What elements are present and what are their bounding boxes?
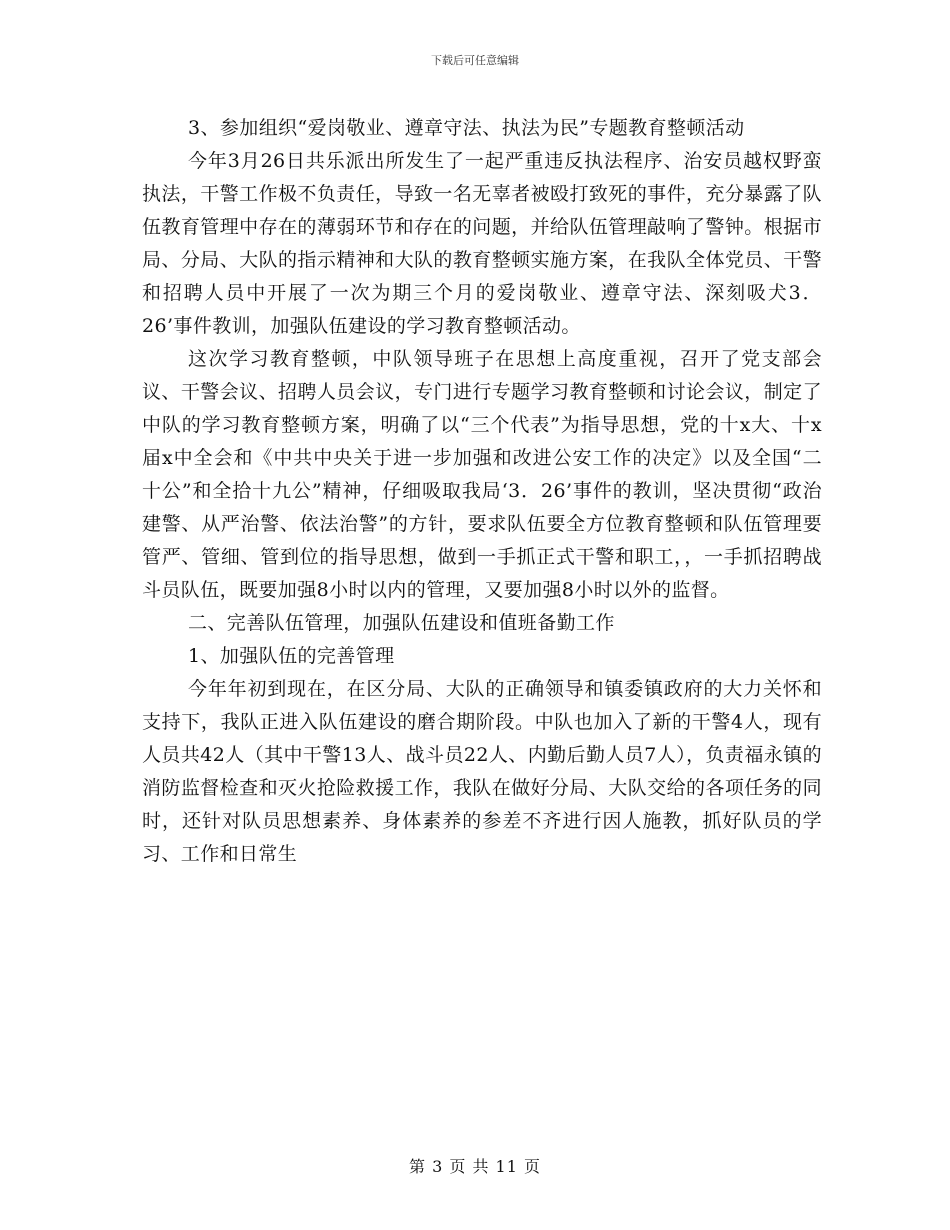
paragraph-team-management: 今年年初到现在，在区分局、大队的正确领导和镇委镇政府的大力关怀和支持下，我队正进入队伍建设的磨合期阶段。中队也加入了新的干警4人，现有人员共42人（其中干警13人、战斗员22人、内勤后勤人员7人），负责福永镇的消防监督检查和灭火抢险救援工作，我队在做好分局、大队交给的各项任务的同时，还针对队员思想素养、身体素养的参差不齐进行因人施教，抓好队员的学习、工作和日常生 xyxy=(142,678,822,865)
document-body xyxy=(142,112,822,871)
paragraph-incident: 今年3月26日共乐派出所发生了一起严重违反执法程序、治安员越权野蛮执法，干警工作极不负责任，导致一名无辜者被殴打致死的事件，充分暴露了队伍教育管理中存在的薄弱环节和存在的问题，并给队伍管理敲响了警钟。根据市局、分局、大队的指示精神和大队的教育整顿实施方案，在我队全体党员、干警和招聘人员中开展了一次为期三个月的爱岗敬业、遵章守法、深刻吸犬3．26’事件教训，加强队伍建设的学习教育整顿活动。 xyxy=(142,150,822,337)
page-header: 下载后可任意编辑 xyxy=(431,54,519,67)
paragraph-section-3-heading: 3、参加组织“爱岗敬业、遵章守法、执法为民”专题教育整顿活动 xyxy=(188,117,745,139)
paragraph-section-2-heading: 二、完善队伍管理，加强队伍建设和值班备勤工作 xyxy=(188,612,615,634)
paragraph-rectification: 这次学习教育整顿，中队领导班子在思想上高度重视，召开了党支部会议、干警会议、招聘人员会议，专门进行专题学习教育整顿和讨论会议，制定了中队的学习教育整顿方案，明确了以“三个代表”为指导思想，党的十x大、十x届x中全会和《中共中央关于进一步加强和改进公安工作的决定》以及全国“二十公”和全拾十九公”精神，仔细吸取我局‘3．26’事件的教训，坚决贯彻“政治建警、从严治警、依法治警”的方针，要求队伍要全方位教育整顿和队伍管理要管严、管细、管到位的指导思想，做到一手抓正式干警和职工，，一手抓招聘战斗员队伍，既要加强8小时以内的管理，又要加强8小时以外的监督。 xyxy=(142,348,822,601)
paragraph-subsection-1-heading: 1、加强队伍的完善管理 xyxy=(188,645,395,667)
page-footer: 第 3 页 共 11 页 xyxy=(409,1157,541,1176)
